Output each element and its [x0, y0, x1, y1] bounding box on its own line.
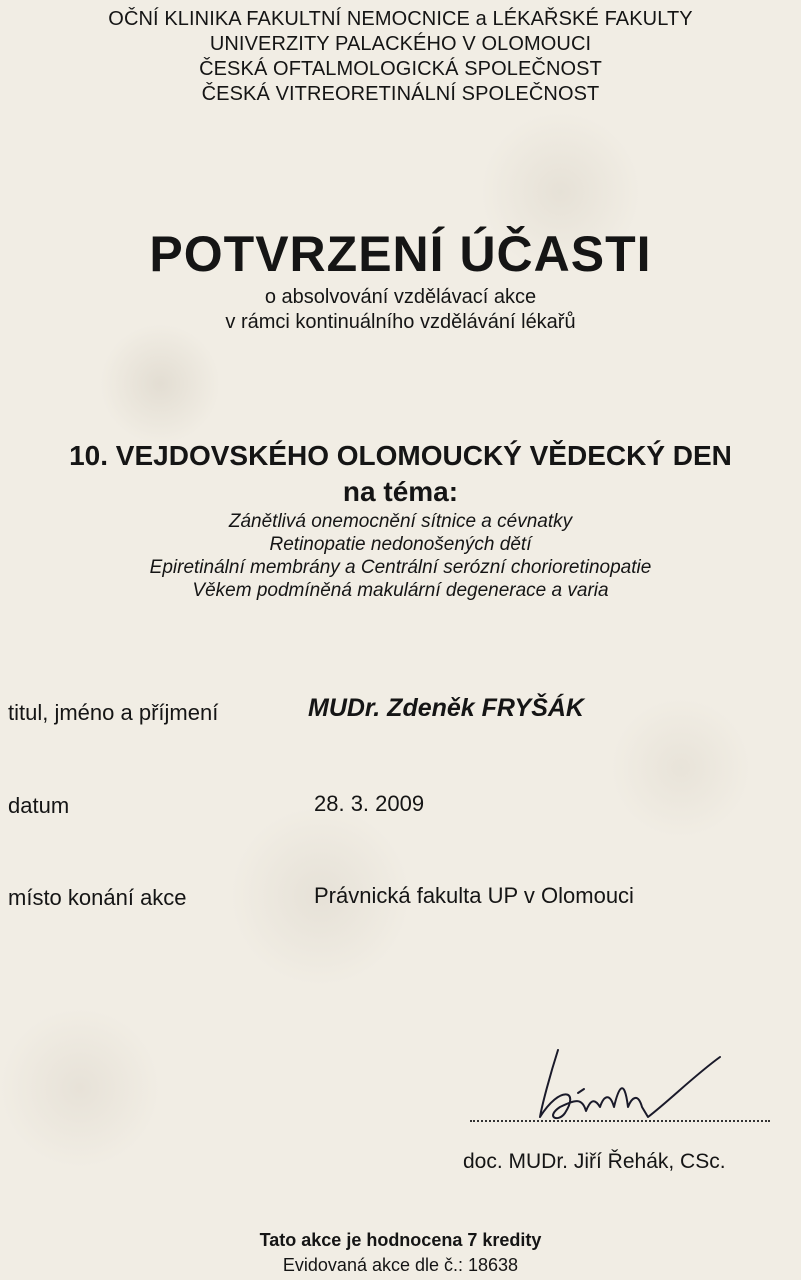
subtitle-line: o absolvování vzdělávací akce — [264, 286, 537, 308]
place-label: místo konání akce — [8, 885, 187, 910]
institution-line: UNIVERZITY PALACKÉHO V OLOMOUCI — [209, 33, 592, 55]
institution-header — [0, 7, 801, 107]
handwritten-signature — [520, 1045, 730, 1125]
topic-label: na téma: — [342, 476, 459, 507]
date-label: datum — [8, 793, 70, 818]
topic-item: Věkem podmíněná makulární degenerace a varia — [192, 580, 609, 601]
topic-list — [0, 510, 801, 602]
place-value: Právnická fakulta UP v Olomouci — [314, 883, 634, 908]
topic-item: Retinopatie nedonošených dětí — [269, 534, 532, 555]
credits-note: Tato akce je hodnocena 7 kredity — [259, 1230, 542, 1250]
registration-number: Evidovaná akce dle č.: 18638 — [282, 1255, 519, 1275]
topic-item: Epiretinální membrány a Centrální serózní chorioretinopatie — [149, 557, 652, 578]
topic-item: Zánětlivá onemocnění sítnice a cévnatky — [228, 511, 573, 532]
signature-line — [470, 1120, 770, 1122]
event-name: 10. VEJDOVSKÉHO OLOMOUCKÝ VĚDECKÝ DEN — [69, 440, 732, 471]
event-heading — [0, 438, 801, 510]
signer-name: doc. MUDr. Jiří Řehák, CSc. — [463, 1150, 726, 1173]
date-value: 28. 3. 2009 — [314, 791, 425, 816]
name-label: titul, jméno a příjmení — [8, 700, 219, 725]
institution-line: OČNÍ KLINIKA FAKULTNÍ NEMOCNICE a LÉKAŘSKÉ FAKULTY — [108, 8, 693, 30]
subtitle-line: v rámci kontinuálního vzdělávání lékařů — [225, 311, 576, 333]
participant-name: MUDr. Zdeněk FRYŠÁK — [308, 694, 584, 722]
institution-line: ČESKÁ VITREORETINÁLNÍ SPOLEČNOST — [201, 83, 600, 105]
institution-line: ČESKÁ OFTALMOLOGICKÁ SPOLEČNOST — [199, 58, 602, 80]
subtitle — [0, 285, 801, 335]
document-title: POTVRZENÍ ÚČASTI — [149, 226, 652, 282]
